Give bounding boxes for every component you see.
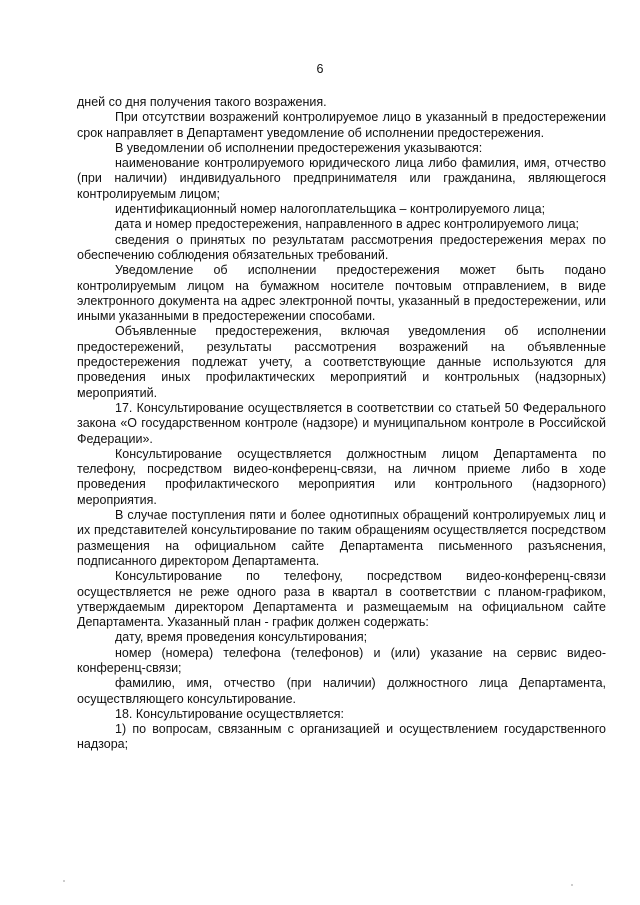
scan-speck	[63, 880, 65, 882]
paragraph: наименование контролируемого юридического лица либо фамилия, имя, отчество (при наличии) индивидуального предпринимателя или гражданина, являющегося контролируемым лицом;	[77, 156, 606, 201]
scan-speck	[571, 884, 573, 886]
paragraph: При отсутствии возражений контролируемое лицо в указанный в предостережении срок направляет в Департамент уведомление об исполнении предостережения.	[77, 110, 606, 140]
paragraph: Уведомление об исполнении предостережения может быть подано контролируемым лицом на бумажном носителе почтовым отправлением, в виде электронного документа на адрес электронной почты, указанный в предостережении, или иными указанными в предостережении способами.	[77, 263, 606, 324]
paragraph: идентификационный номер налогоплательщика – контролируемого лица;	[115, 202, 546, 217]
paragraph: дата и номер предостережения, направленного в адрес контролируемого лица;	[115, 217, 580, 232]
paragraph: 17. Консультирование осуществляется в соответствии со статьей 50 Федерального закона «О государственном контроле (надзоре) и муниципальном контроле в Российской Федерации».	[77, 400, 606, 446]
paragraph: 1) по вопросам, связанным с организацией и осуществлением государственного надзора;	[77, 722, 606, 752]
paragraph: дату, время проведения консультирования;	[115, 630, 368, 645]
paragraph: сведения о принятых по результатам рассмотрения предостережения мерах по обеспечению соблюдения обязательных требований.	[77, 232, 606, 262]
page-number: 6	[316, 62, 324, 76]
paragraph: В уведомлении об исполнении предостережения указываются:	[115, 140, 483, 155]
paragraph: номер (номера) телефона (телефонов) и (или) указание на сервис видео-конференц-связи;	[77, 645, 606, 675]
paragraph: В случае поступления пяти и более однотипных обращений контролируемых лиц и их представителей консультирование по таким обращениям осуществляется посредством размещения на официальном сайте Департамента письменного разъяснения, подписанного директором Департамента.	[77, 508, 606, 568]
paragraph: Объявленные предостережения, включая уведомления об исполнении предостережений, результаты рассмотрения возражений на объявленные предостережения подлежат учету, а соответствующие данные используются для проведения иных профилактических мероприятий и контрольных (надзорных) мероприятий.	[77, 324, 606, 400]
paragraph: Консультирование осуществляется должностным лицом Департамента по телефону, посредством видео-конференц-связи, на личном приеме либо в ходе проведения профилактического мероприятия или контрольного (надзорного) мероприятия.	[77, 446, 606, 507]
paragraph: Консультирование по телефону, посредством видео-конференц-связи осуществляется не реже одного раза в квартал в соответствии с планом-графиком, утверждаемым директором Департамента и размещаемым на официальном сайте Департамента. Указанный план - график должен содержать:	[77, 569, 606, 630]
paragraph: фамилию, имя, отчество (при наличии) должностного лица Департамента, осуществляющего консультирование.	[77, 676, 606, 706]
paragraph: дней со дня получения такого возражения.	[77, 95, 327, 109]
document-body	[77, 95, 606, 753]
paragraph: 18. Консультирование осуществляется:	[115, 706, 344, 721]
